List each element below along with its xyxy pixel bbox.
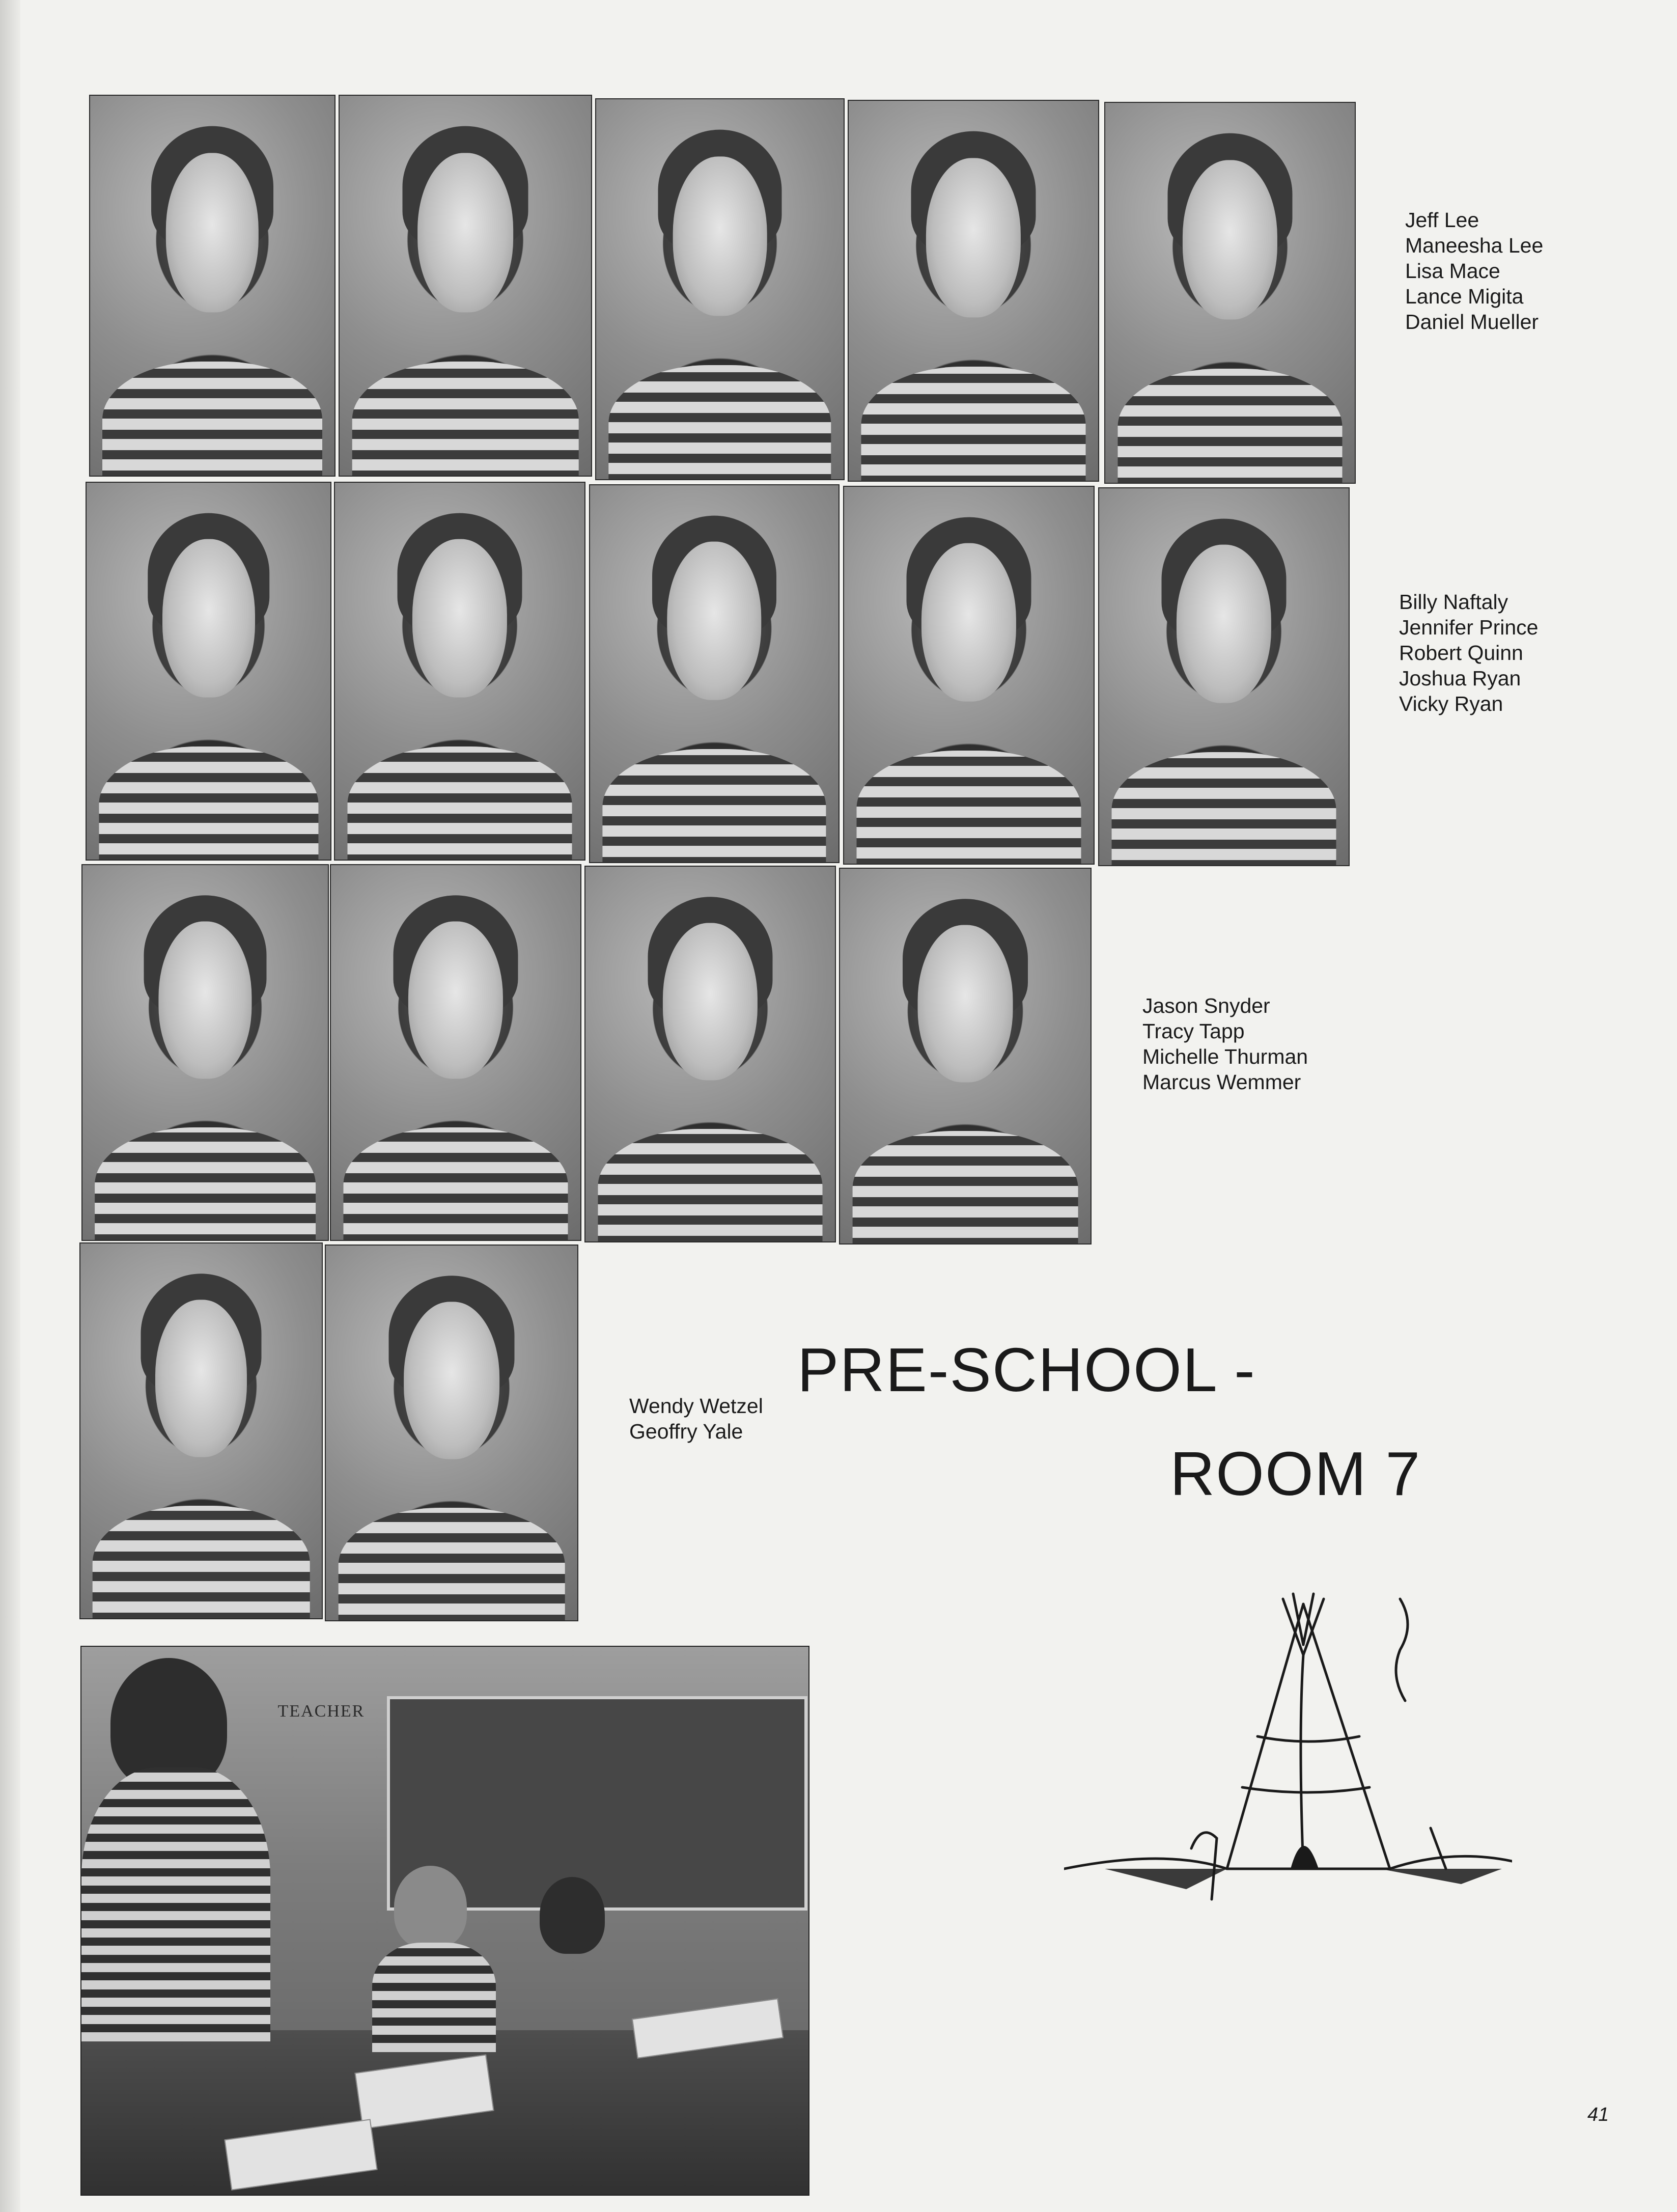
name-daniel-mueller: Daniel Mueller (1405, 310, 1539, 334)
teepee-illustration (1064, 1584, 1512, 1976)
name-wendy-wetzel: Wendy Wetzel (629, 1394, 763, 1418)
portrait-wendy-wetzel (79, 1242, 323, 1619)
name-robert-quinn: Robert Quinn (1399, 641, 1523, 665)
name-list-row-4 (629, 1393, 763, 1444)
name-lance-migita: Lance Migita (1405, 285, 1524, 308)
portrait-marcus-wemmer (839, 868, 1092, 1245)
name-jason-snyder: Jason Snyder (1142, 994, 1270, 1017)
child-body-middle (372, 1943, 496, 2052)
page-heading-line-1: PRE-SCHOOL - (797, 1335, 1256, 1404)
name-list-row-1 (1405, 207, 1543, 335)
portrait-jeff-lee (89, 95, 336, 477)
portrait-geoffry-yale (325, 1245, 578, 1621)
portrait-daniel-mueller (1104, 102, 1356, 484)
name-list-row-3 (1142, 993, 1308, 1095)
portrait-lisa-mace (595, 98, 845, 480)
name-maneesha-lee: Maneesha Lee (1405, 234, 1544, 257)
portrait-jason-snyder (81, 864, 329, 1241)
portrait-michelle-thurman (584, 866, 836, 1242)
name-jennifer-prince: Jennifer Prince (1399, 616, 1539, 639)
portrait-jennifer-prince (334, 482, 585, 861)
portrait-tracy-tapp (330, 864, 581, 1241)
name-geoffry-yale: Geoffry Yale (629, 1420, 743, 1443)
name-vicky-ryan: Vicky Ryan (1399, 692, 1503, 715)
portrait-maneesha-lee (339, 95, 592, 477)
page-number: 41 (1587, 2104, 1609, 2125)
child-head-middle (394, 1866, 467, 1948)
name-lisa-mace: Lisa Mace (1405, 259, 1500, 283)
page-binding-edge (0, 0, 20, 2212)
name-michelle-thurman: Michelle Thurman (1142, 1045, 1308, 1068)
portrait-billy-naftaly (86, 482, 331, 861)
portrait-joshua-ryan (843, 486, 1095, 865)
portrait-vicky-ryan (1098, 487, 1350, 866)
child-head-right (540, 1877, 605, 1954)
name-marcus-wemmer: Marcus Wemmer (1142, 1070, 1301, 1094)
name-tracy-tapp: Tracy Tapp (1142, 1019, 1245, 1043)
child-body-left (81, 1767, 270, 2041)
classroom-photo (80, 1646, 809, 2196)
name-list-row-2 (1399, 589, 1538, 716)
name-jeff-lee: Jeff Lee (1405, 208, 1479, 232)
portrait-lance-migita (848, 100, 1099, 482)
teacher-sign: TEACHER (277, 1701, 365, 1721)
portrait-robert-quinn (589, 484, 840, 863)
name-billy-naftaly: Billy Naftaly (1399, 590, 1508, 614)
name-joshua-ryan: Joshua Ryan (1399, 667, 1521, 690)
page-heading-line-2: ROOM 7 (1170, 1439, 1421, 1508)
